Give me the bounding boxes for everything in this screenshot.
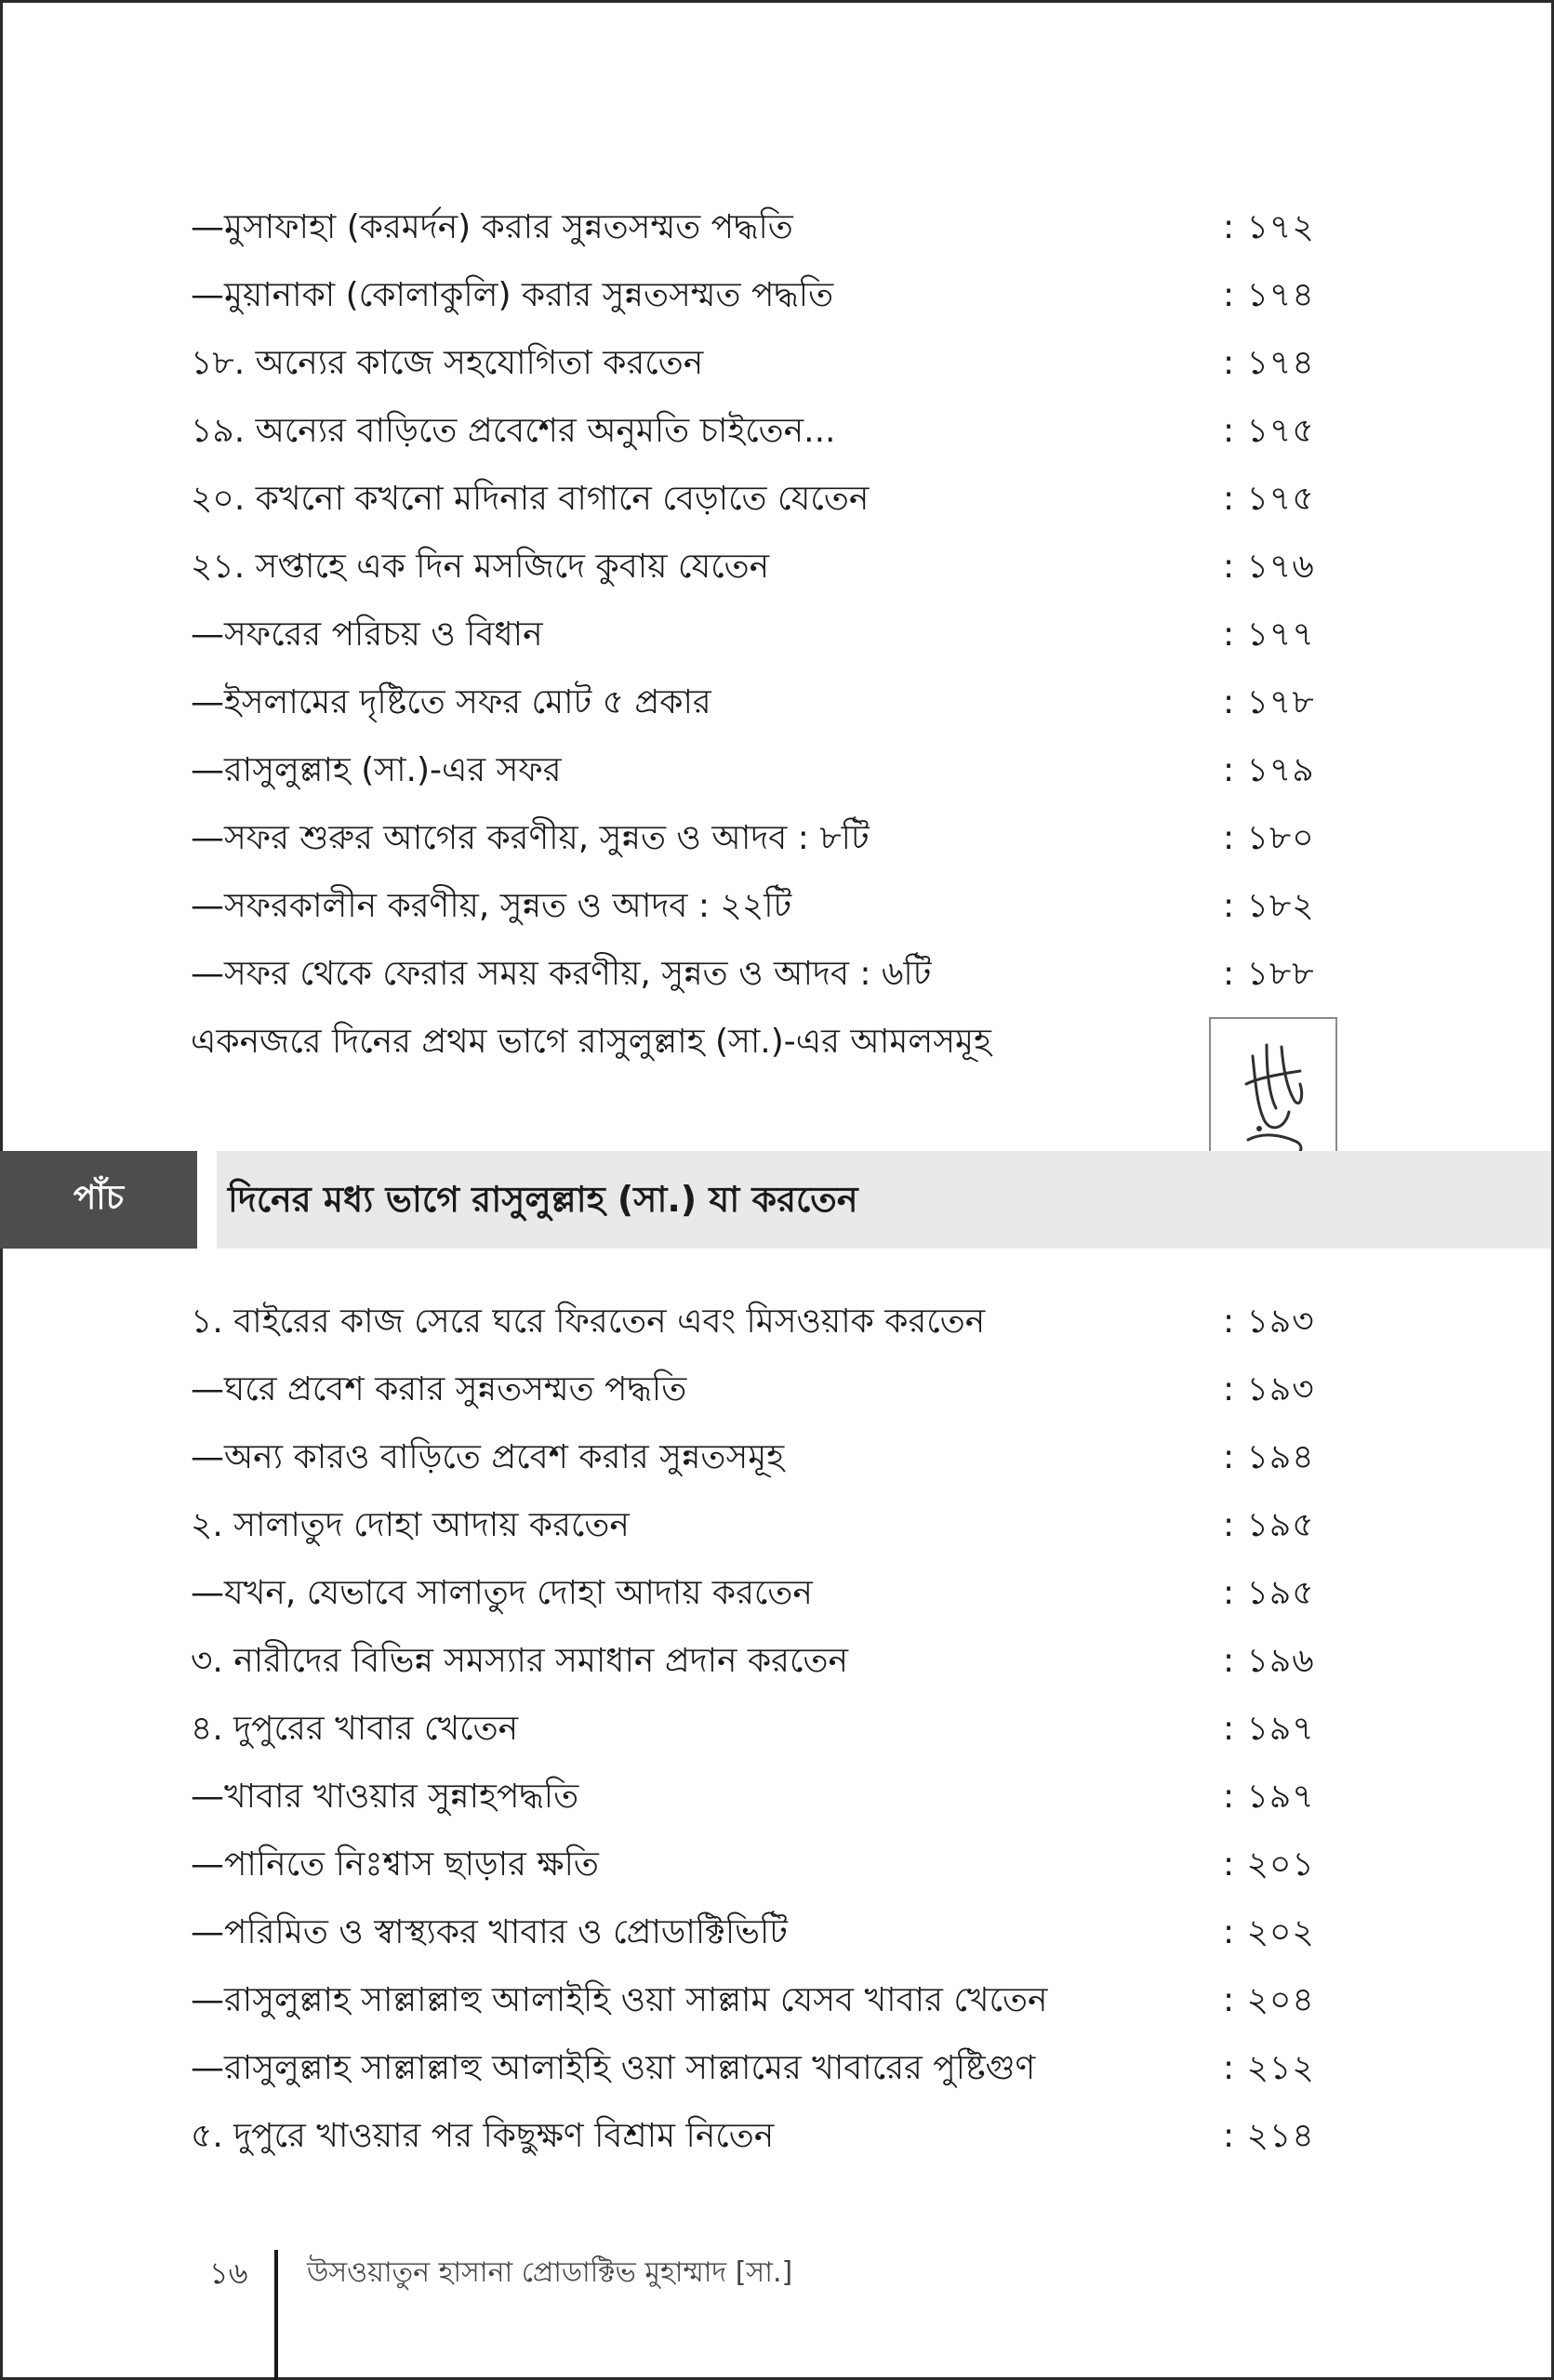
- toc-entry-page: : ১৮২: [1223, 887, 1315, 925]
- toc-entry-title: ১৯. অন্যের বাড়িতে প্রবেশের অনুমতি চাইতেন...: [191, 412, 836, 450]
- toc-entry-page: : ২১২: [1223, 2049, 1315, 2087]
- toc-entry-page: : ১৯৩: [1223, 1302, 1315, 1341]
- toc-entry: [191, 1355, 1335, 1423]
- toc-entry: [191, 261, 1335, 329]
- toc-entry-page: : ২০৪: [1223, 1981, 1315, 2019]
- toc-entry-title: ২১. সপ্তাহে এক দিন মসজিদে কুবায় যেতেন: [191, 548, 770, 586]
- footer-book-title: উসওয়াতুন হাসানা প্রোডাক্টিভ মুহাম্মাদ [সা.]: [307, 2256, 793, 2289]
- toc-entry-title: —রাসুলুল্লাহ (সা.)-এর সফর: [191, 751, 562, 789]
- toc-entry-title: —ইসলামের দৃষ্টিতে সফর মোট ৫ প্রকার: [191, 683, 711, 721]
- toc-entry-title: —অন্য কারও বাড়িতে প্রবেশ করার সুন্নতসমূহ: [191, 1438, 785, 1476]
- toc-entry: [191, 601, 1335, 668]
- toc-entry: [191, 1491, 1335, 1559]
- toc-entry-page: : ১৮৮: [1223, 955, 1315, 993]
- toc-entry-title: —সফর শুরুর আগের করণীয়, সুন্নত ও আদব : ৮টি: [191, 819, 870, 857]
- toc-list-part-1: [191, 193, 1335, 1076]
- toc-entry-title: ১. বাইরের কাজ সেরে ঘরে ফিরতেন এবং মিসওয়াক করতেন: [191, 1302, 986, 1341]
- toc-entry: [191, 2102, 1335, 2170]
- chapter-title-band: [217, 1151, 1551, 1249]
- toc-entry: [191, 1627, 1335, 1695]
- toc-entry-page: : ১৯৩: [1223, 1370, 1315, 1408]
- toc-entry-title: —মুয়ানাকা (কোলাকুলি) করার সুন্নতসম্মত পদ্ধতি: [191, 276, 834, 314]
- toc-entry-page: : ১৭২: [1223, 208, 1315, 246]
- toc-entry-title: —সফর থেকে ফেরার সময় করণীয়, সুন্নত ও আদব : ৬টি: [191, 955, 932, 993]
- toc-entry: [191, 1008, 1335, 1076]
- toc-entry-page: : ২০১: [1223, 1845, 1315, 1884]
- toc-entry-page: : ১৯৫: [1223, 1574, 1315, 1612]
- toc-entry: [191, 1695, 1335, 1763]
- toc-entry-title: —রাসুলুল্লাহ সাল্লাল্লাহু আলাইহি ওয়া সাল্লাম যেসব খাবার খেতেন: [191, 1981, 1048, 2019]
- toc-entry: [191, 1898, 1335, 1966]
- chapter-header: [0, 1151, 1554, 1249]
- toc-entry-title: —সফরের পরিচয় ও বিধান: [191, 615, 543, 654]
- toc-entry: [191, 329, 1335, 397]
- toc-entry-page: : ২১৪: [1223, 2117, 1315, 2155]
- toc-entry-title: একনজরে দিনের প্রথম ভাগে রাসুলুল্লাহ (সা.)-এর আমলসমূহ: [191, 1023, 991, 1061]
- toc-entry-page: : ১৯৫: [1223, 1506, 1315, 1544]
- toc-entry: [191, 872, 1335, 940]
- toc-entry-page: : ১৭৯: [1223, 751, 1315, 789]
- toc-entry: [191, 736, 1335, 804]
- toc-entry: [191, 533, 1335, 601]
- toc-entry-page: : ১৭৪: [1223, 276, 1315, 314]
- toc-entry-page: : ১৭৫: [1223, 412, 1315, 450]
- toc-entry-page: : ১৭৫: [1223, 480, 1315, 518]
- toc-entry: [191, 668, 1335, 736]
- toc-entry-title: ৩. নারীদের বিভিন্ন সমস্যার সমাধান প্রদান করতেন: [191, 1642, 848, 1680]
- toc-entry-page: : ১৯৪: [1223, 1438, 1315, 1476]
- toc-entry: [191, 804, 1335, 872]
- toc-entry-title: —খাবার খাওয়ার সুন্নাহপদ্ধতি: [191, 1778, 579, 1816]
- toc-entry: [191, 1423, 1335, 1491]
- toc-entry-title: —পরিমিত ও স্বাস্থ্যকর খাবার ও প্রোডাক্টিভিটি: [191, 1913, 788, 1951]
- toc-entry: [191, 1831, 1335, 1898]
- toc-entry-page: : ১৭৭: [1223, 615, 1315, 654]
- toc-entry-title: ২. সালাতুদ দোহা আদায় করতেন: [191, 1506, 630, 1544]
- toc-entry-title: —যখন, যেভাবে সালাতুদ দোহা আদায় করতেন: [191, 1574, 813, 1612]
- toc-entry: [191, 193, 1335, 261]
- toc-entry-title: ৫. দুপুরে খাওয়ার পর কিছুক্ষণ বিশ্রাম নিতেন: [191, 2117, 775, 2155]
- toc-entry: [191, 397, 1335, 465]
- toc-entry-page: : ১৭৮: [1223, 683, 1315, 721]
- chapter-number-badge: [0, 1151, 197, 1249]
- toc-entry-page: : ১৯৬: [1223, 1642, 1315, 1680]
- toc-entry-page: : ১৮০: [1223, 819, 1315, 857]
- toc-entry-title: ২০. কখনো কখনো মদিনার বাগানে বেড়াতে যেতেন: [191, 480, 870, 518]
- toc-entry-title: ৪. দুপুরের খাবার খেতেন: [191, 1710, 519, 1748]
- footer-page-number: ১৬: [209, 2255, 248, 2291]
- toc-entry-page: : ১৯৭: [1223, 1710, 1315, 1748]
- chapter-number: পাঁচ: [73, 1178, 125, 1217]
- toc-entry-title: —রাসুলুল্লাহ সাল্লাল্লাহু আলাইহি ওয়া সাল্লামের খাবারের পুষ্টিগুণ: [191, 2049, 1036, 2087]
- page-footer: [0, 2213, 1554, 2380]
- toc-entry: [191, 1288, 1335, 1355]
- toc-entry: [191, 1966, 1335, 2034]
- toc-entry-page: : ২০২: [1223, 1913, 1315, 1951]
- toc-entry-title: —সফরকালীন করণীয়, সুন্নত ও আদব : ২২টি: [191, 887, 792, 925]
- toc-entry-title: —মুসাফাহা (করমর্দন) করার সুন্নতসম্মত পদ্ধতি: [191, 208, 793, 246]
- toc-entry-title: ১৮. অন্যের কাজে সহযোগিতা করতেন: [191, 344, 704, 382]
- toc-entry-page: : ১৯৭: [1223, 1778, 1315, 1816]
- toc-entry: [191, 1559, 1335, 1627]
- toc-entry: [191, 940, 1335, 1008]
- toc-entry: [191, 1763, 1335, 1831]
- chapter-title: দিনের মধ্য ভাগে রাসুলুল্লাহ (সা.) যা করতেন: [228, 1179, 858, 1220]
- toc-entry-title: —ঘরে প্রবেশ করার সুন্নতসম্মত পদ্ধতি: [191, 1370, 687, 1408]
- toc-entry-page: : ১৭৪: [1223, 344, 1315, 382]
- footer-divider: [274, 2250, 278, 2380]
- toc-entry: [191, 2034, 1335, 2102]
- toc-list-part-2: [191, 1288, 1335, 2170]
- toc-entry-title: —পানিতে নিঃশ্বাস ছাড়ার ক্ষতি: [191, 1845, 599, 1884]
- toc-entry: [191, 465, 1335, 533]
- toc-entry-page: : ১৭৬: [1223, 548, 1315, 586]
